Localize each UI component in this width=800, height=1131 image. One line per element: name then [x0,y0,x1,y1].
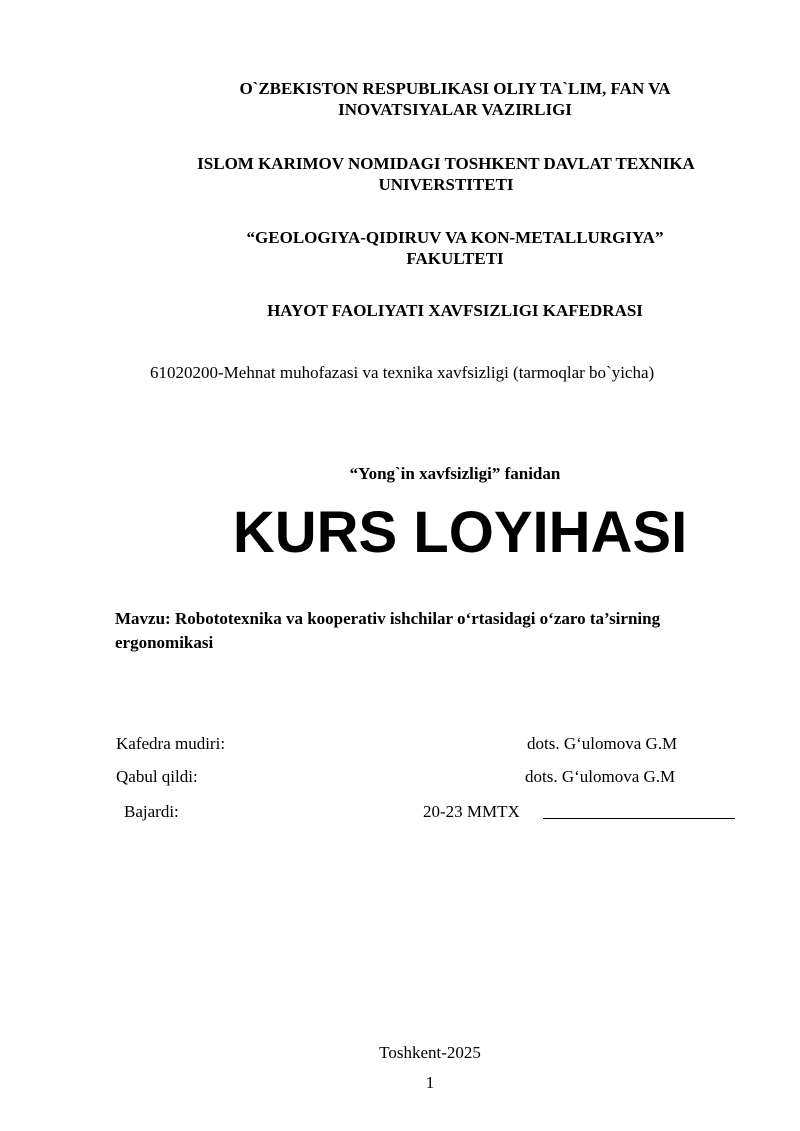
university-name: ISLOM KARIMOV NOMIDAGI TOSHKENT DAVLAT TEXNIKA UNIVERSTITETI [197,154,695,194]
head-of-department-label: Kafedra mudiri: [116,734,226,753]
topic: Mavzu: Robototexnika va kooperativ ishchilar o‘rtasidagi o‘zaro ta’sirning ergonomikasi [115,609,661,652]
performed-by-label: Bajardi: [124,802,179,821]
head-of-department-name: dots. G‘ulomova G.M [527,734,678,753]
page-number: 1 [425,1073,435,1092]
subject-line: “Yong`in xavfsizligi” fanidan [349,464,561,483]
student-group: 20-23 MMTX [423,802,520,821]
accepted-by-name: dots. G‘ulomova G.M [525,767,676,786]
faculty-name: “GEOLOGIYA-QIDIRUV VA KON-METALLURGIYA” FAKULTETI [246,228,664,268]
specialty-code: 61020200-Mehnat muhofazasi va texnika xavfsizligi (tarmoqlar bo`yicha) [150,363,655,382]
ministry-name: O`ZBEKISTON RESPUBLIKASI OLIY TA`LIM, FAN VA INOVATSIYALAR VAZIRLIGI [239,79,671,119]
document-title: KURS LOYIHASI [232,500,688,565]
department-name: HAYOT FAOLIYATI XAVFSIZLIGI KAFEDRASI [267,301,643,320]
city-year: Toshkent-2025 [379,1043,481,1062]
signature-line [543,818,735,819]
accepted-by-label: Qabul qildi: [116,767,198,786]
